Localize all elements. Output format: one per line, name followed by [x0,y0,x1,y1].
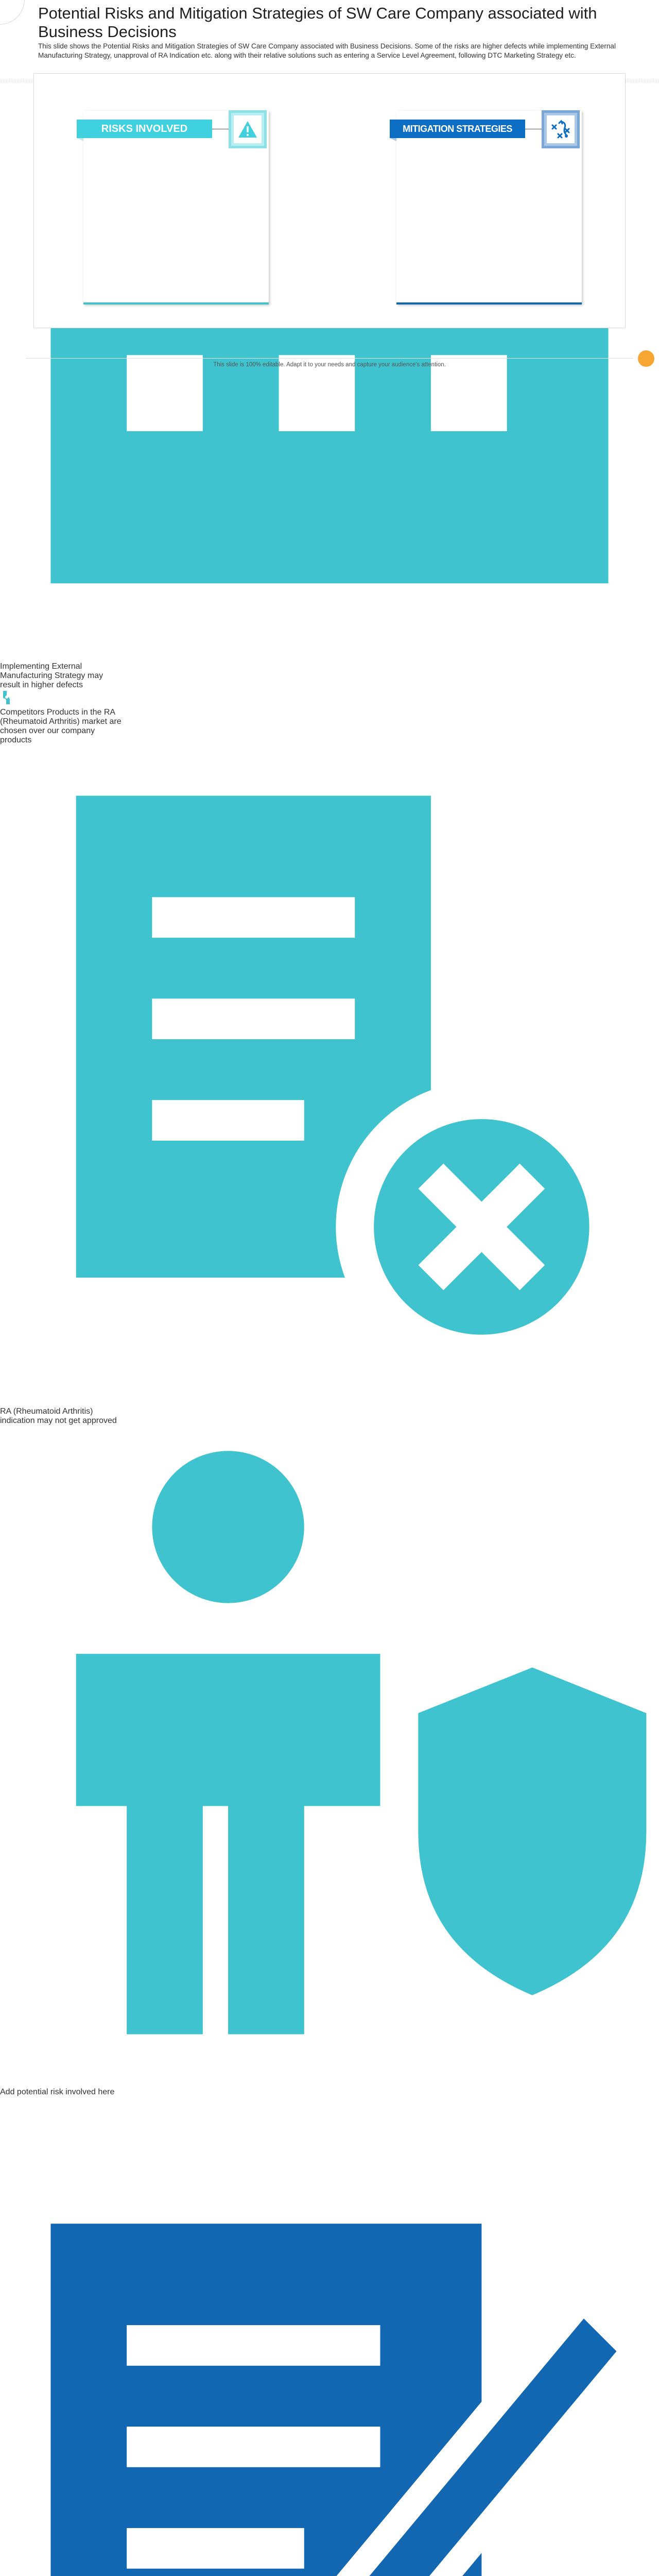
risks-banner-fold [77,138,83,141]
mitigation-banner-fold [390,138,396,141]
strategy-icon-box [542,110,580,148]
footer-note: This slide is 100% editable. Adapt it to your needs and capture your audience's attention. [213,362,446,368]
risks-heading: RISKS INVOLVED [77,120,212,138]
footer-divider [26,358,633,359]
risk-text: Competitors Products in the RA (Rheumatoid Arthritis) market are chosen over our company products [0,708,122,744]
strategy-play-icon [550,118,571,140]
knee-joint-icon [0,690,13,705]
risk-text: RA (Rheumatoid Arthritis) indication may not get approved [0,1407,117,1425]
person-shield-icon [0,1426,659,2085]
risk-item [0,745,659,1426]
risk-item [0,690,659,745]
risk-text: Implementing External Manufacturing Strategy may result in higher defects [0,662,103,689]
risk-text: Add potential risk involved here [0,2088,115,2096]
mitigation-heading: MITIGATION STRATEGIES [390,120,525,138]
rejected-document-icon [0,745,659,1404]
warning-icon-box [229,110,267,148]
risk-item [0,1426,659,2097]
orange-dot-decoration [638,350,654,367]
slide-title: Potential Risks and Mitigation Strategies of SW Care Company associated with Business Decisions [38,4,597,41]
slide-subtitle: This slide shows the Potential Risks and Mitigation Strategies of SW Care Company associated with Business Decisions. Some of the risks are higher defects while implementing External Manufacturing Strategy, unapproval of RA Indication etc. along with their relative solutions such as entering a Service Level Agreement, following DTC Marketing Strategy etc. [38,42,616,59]
warning-icon [237,120,258,139]
signed-agreement-icon [0,2097,659,2576]
mitigation-item [0,2097,659,2576]
